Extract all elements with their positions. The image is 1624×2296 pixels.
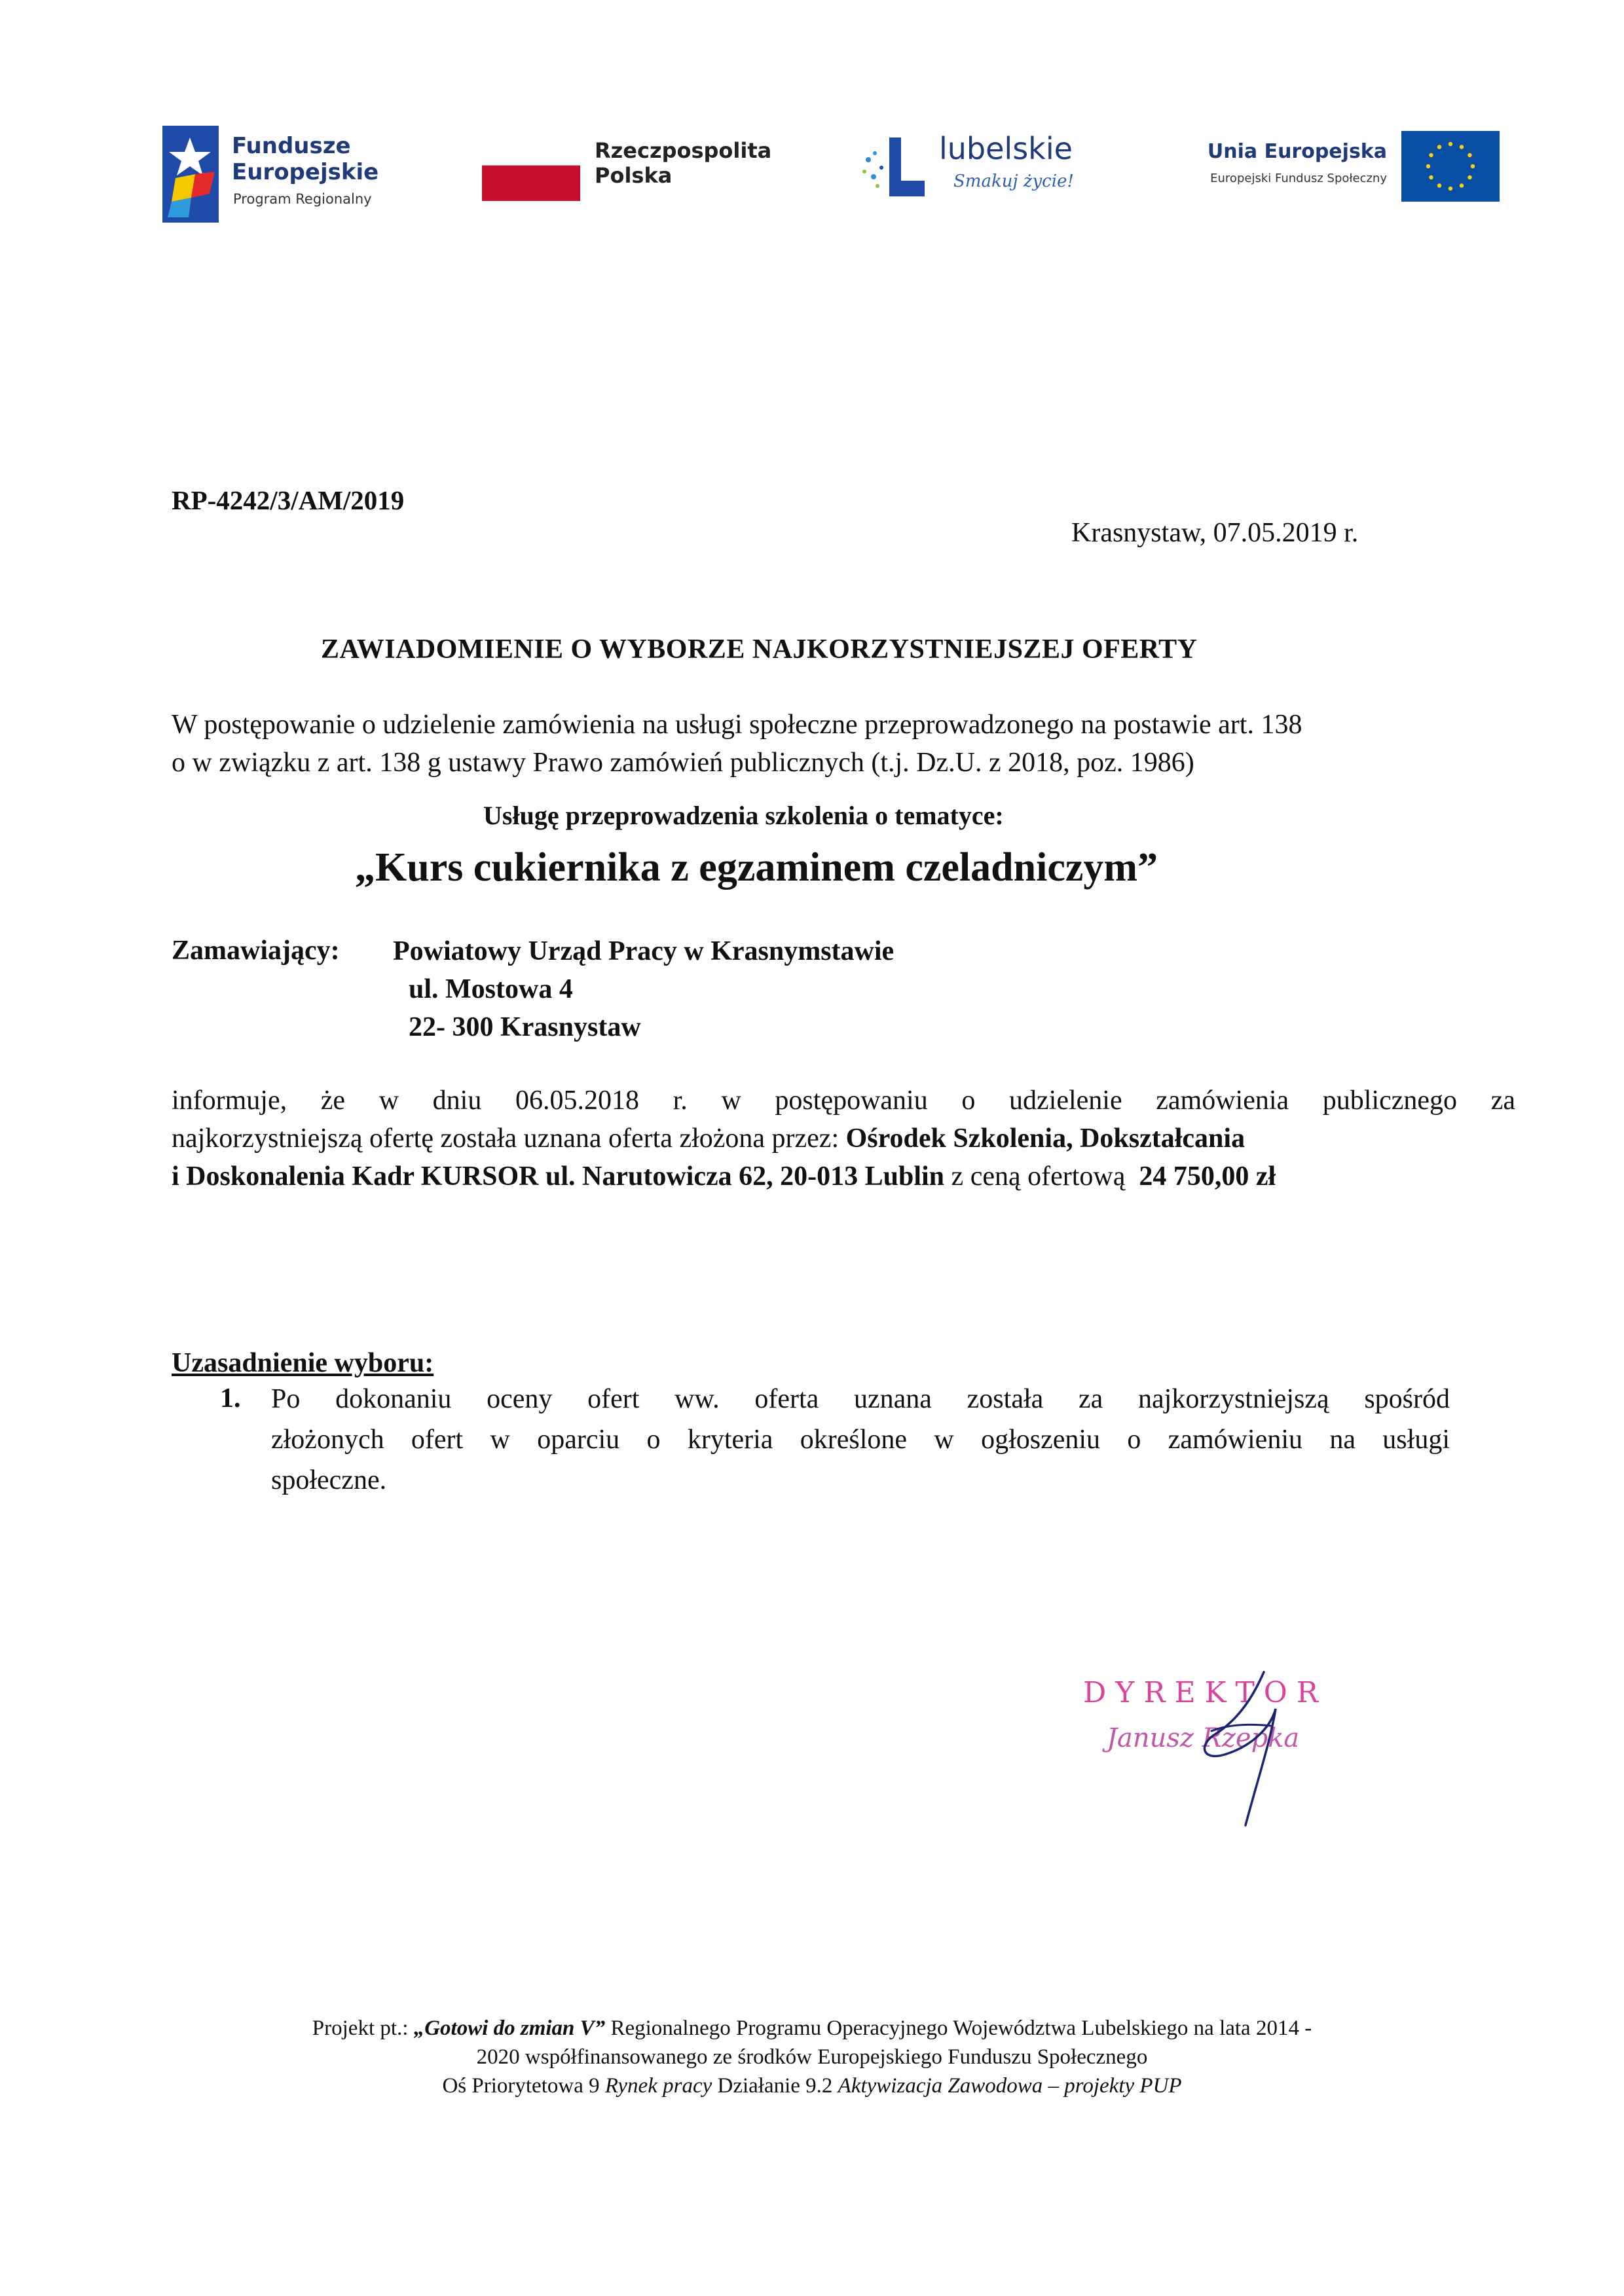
footer — [118, 2014, 1506, 2100]
justification-heading: Uzasadnienie wyboru: — [172, 1348, 434, 1378]
document-title: ZAWIADOMIENIE O WYBORZE NAJKORZYSTNIEJSZEJ OFERTY — [321, 634, 1198, 665]
director-stamp — [1074, 1663, 1414, 1833]
justification-number: 1. — [220, 1383, 241, 1413]
unia-line1: Unia Europejska — [1207, 140, 1387, 163]
info-paragraph — [172, 1082, 1515, 1195]
fundusze-line2: Europejskie — [232, 159, 379, 185]
footer-axis-name: Rynek pracy — [604, 2074, 712, 2098]
signature-icon — [1172, 1663, 1316, 1833]
winner-name-part2: i Doskonalenia Kadr KURSOR ul. Narutowicza 62, 20-013 Lublin — [172, 1161, 945, 1192]
polish-flag-icon — [482, 165, 580, 201]
info-line3-text: z ceną ofertową — [944, 1161, 1132, 1192]
footer-line2: 2020 współfinansowanego ze środków Europejskiego Funduszu Społecznego — [476, 2045, 1148, 2069]
client-name: Powiatowy Urząd Pracy w Krasnymstawie — [393, 936, 895, 966]
info-line3 — [172, 1157, 1515, 1195]
intro-line1: W postępowanie o udzielenie zamówienia na usługi społeczne przeprowadzonego na postawie art. 138 — [172, 710, 1302, 740]
fundusze-line3: Program Regionalny — [233, 191, 372, 207]
footer-line3 — [118, 2071, 1506, 2100]
fundusze-europejskie-logo — [162, 126, 424, 224]
rzeczpospolita-polska-logo — [482, 139, 770, 211]
rzeczpospolita-line2: Polska — [595, 163, 673, 188]
footer-axis: Oś Priorytetowa 9 — [442, 2074, 605, 2098]
footer-prefix: Projekt pt.: — [312, 2016, 414, 2040]
lubelskie-slogan: Smakuj życie! — [953, 172, 1074, 191]
justification-line2: złożonych ofert w oparciu o kryteria określone w ogłoszeniu o zamówieniu na usługi — [271, 1425, 1450, 1455]
footer-line1-rest: Regionalnego Programu Operacyjnego Województwa Lubelskiego na lata 2014 - — [605, 2016, 1312, 2040]
unia-line2: Europejski Fundusz Społeczny — [1210, 172, 1387, 185]
fundusze-europejskie-emblem-icon — [162, 126, 219, 223]
unia-europejska-logo — [1153, 131, 1500, 210]
client-address — [393, 932, 894, 1046]
footer-project-name: „Gotowi do zmian V” — [413, 2016, 606, 2040]
footer-action: Działanie 9.2 — [712, 2074, 838, 2098]
client-label: Zamawiający: — [172, 936, 340, 966]
justification-line3: społeczne. — [271, 1465, 387, 1495]
stamp-name: Janusz Rzepka — [1107, 1723, 1300, 1753]
client-street: ul. Mostowa 4 — [409, 974, 573, 1004]
footer-action-name: Aktywizacja Zawodowa – projekty PUP — [838, 2074, 1182, 2098]
lubelskie-logo — [858, 131, 1120, 210]
fundusze-line1: Fundusze — [232, 133, 351, 159]
intro-line2: o w związku z art. 138 g ustawy Prawo zamówień publicznych (t.j. Dz.U. z 2018, poz. 1986) — [172, 748, 1194, 778]
justification-line1: Po dokonaniu oceny ofert ww. oferta uznana została za najkorzystniejszą spośród — [271, 1384, 1450, 1414]
subject-intro: Usługę przeprowadzenia szkolenia o tematyce: — [483, 801, 1004, 830]
info-line2-text: najkorzystniejszą ofertę została uznana oferta złożona przez: — [172, 1123, 846, 1154]
info-line2 — [172, 1120, 1515, 1157]
eu-flag-icon — [1401, 131, 1500, 202]
info-line1: informuje, że w dniu 06.05.2018 r. w postępowaniu o udzielenie zamówienia publicznego za — [172, 1085, 1515, 1116]
intro-paragraph — [172, 706, 1488, 782]
footer-line1 — [118, 2014, 1506, 2043]
rzeczpospolita-line1: Rzeczpospolita — [595, 138, 772, 163]
justification-text — [271, 1379, 1450, 1501]
place-date: Krasnystaw, 07.05.2019 r. — [1071, 518, 1359, 548]
lubelskie-emblem-icon — [858, 134, 930, 206]
stamp-title: DYREKTOR — [1083, 1676, 1327, 1709]
training-subject: „Kurs cukiernika z egzaminem czeladniczym” — [355, 845, 1158, 890]
offer-price: 24 750,00 zł — [1139, 1161, 1276, 1192]
winner-name-part1: Ośrodek Szkolenia, Dokształcania — [845, 1123, 1246, 1154]
client-city: 22- 300 Krasnystaw — [409, 1012, 641, 1042]
reference-number: RP-4242/3/AM/2019 — [172, 485, 405, 515]
lubelskie-name: lubelskie — [939, 131, 1073, 166]
